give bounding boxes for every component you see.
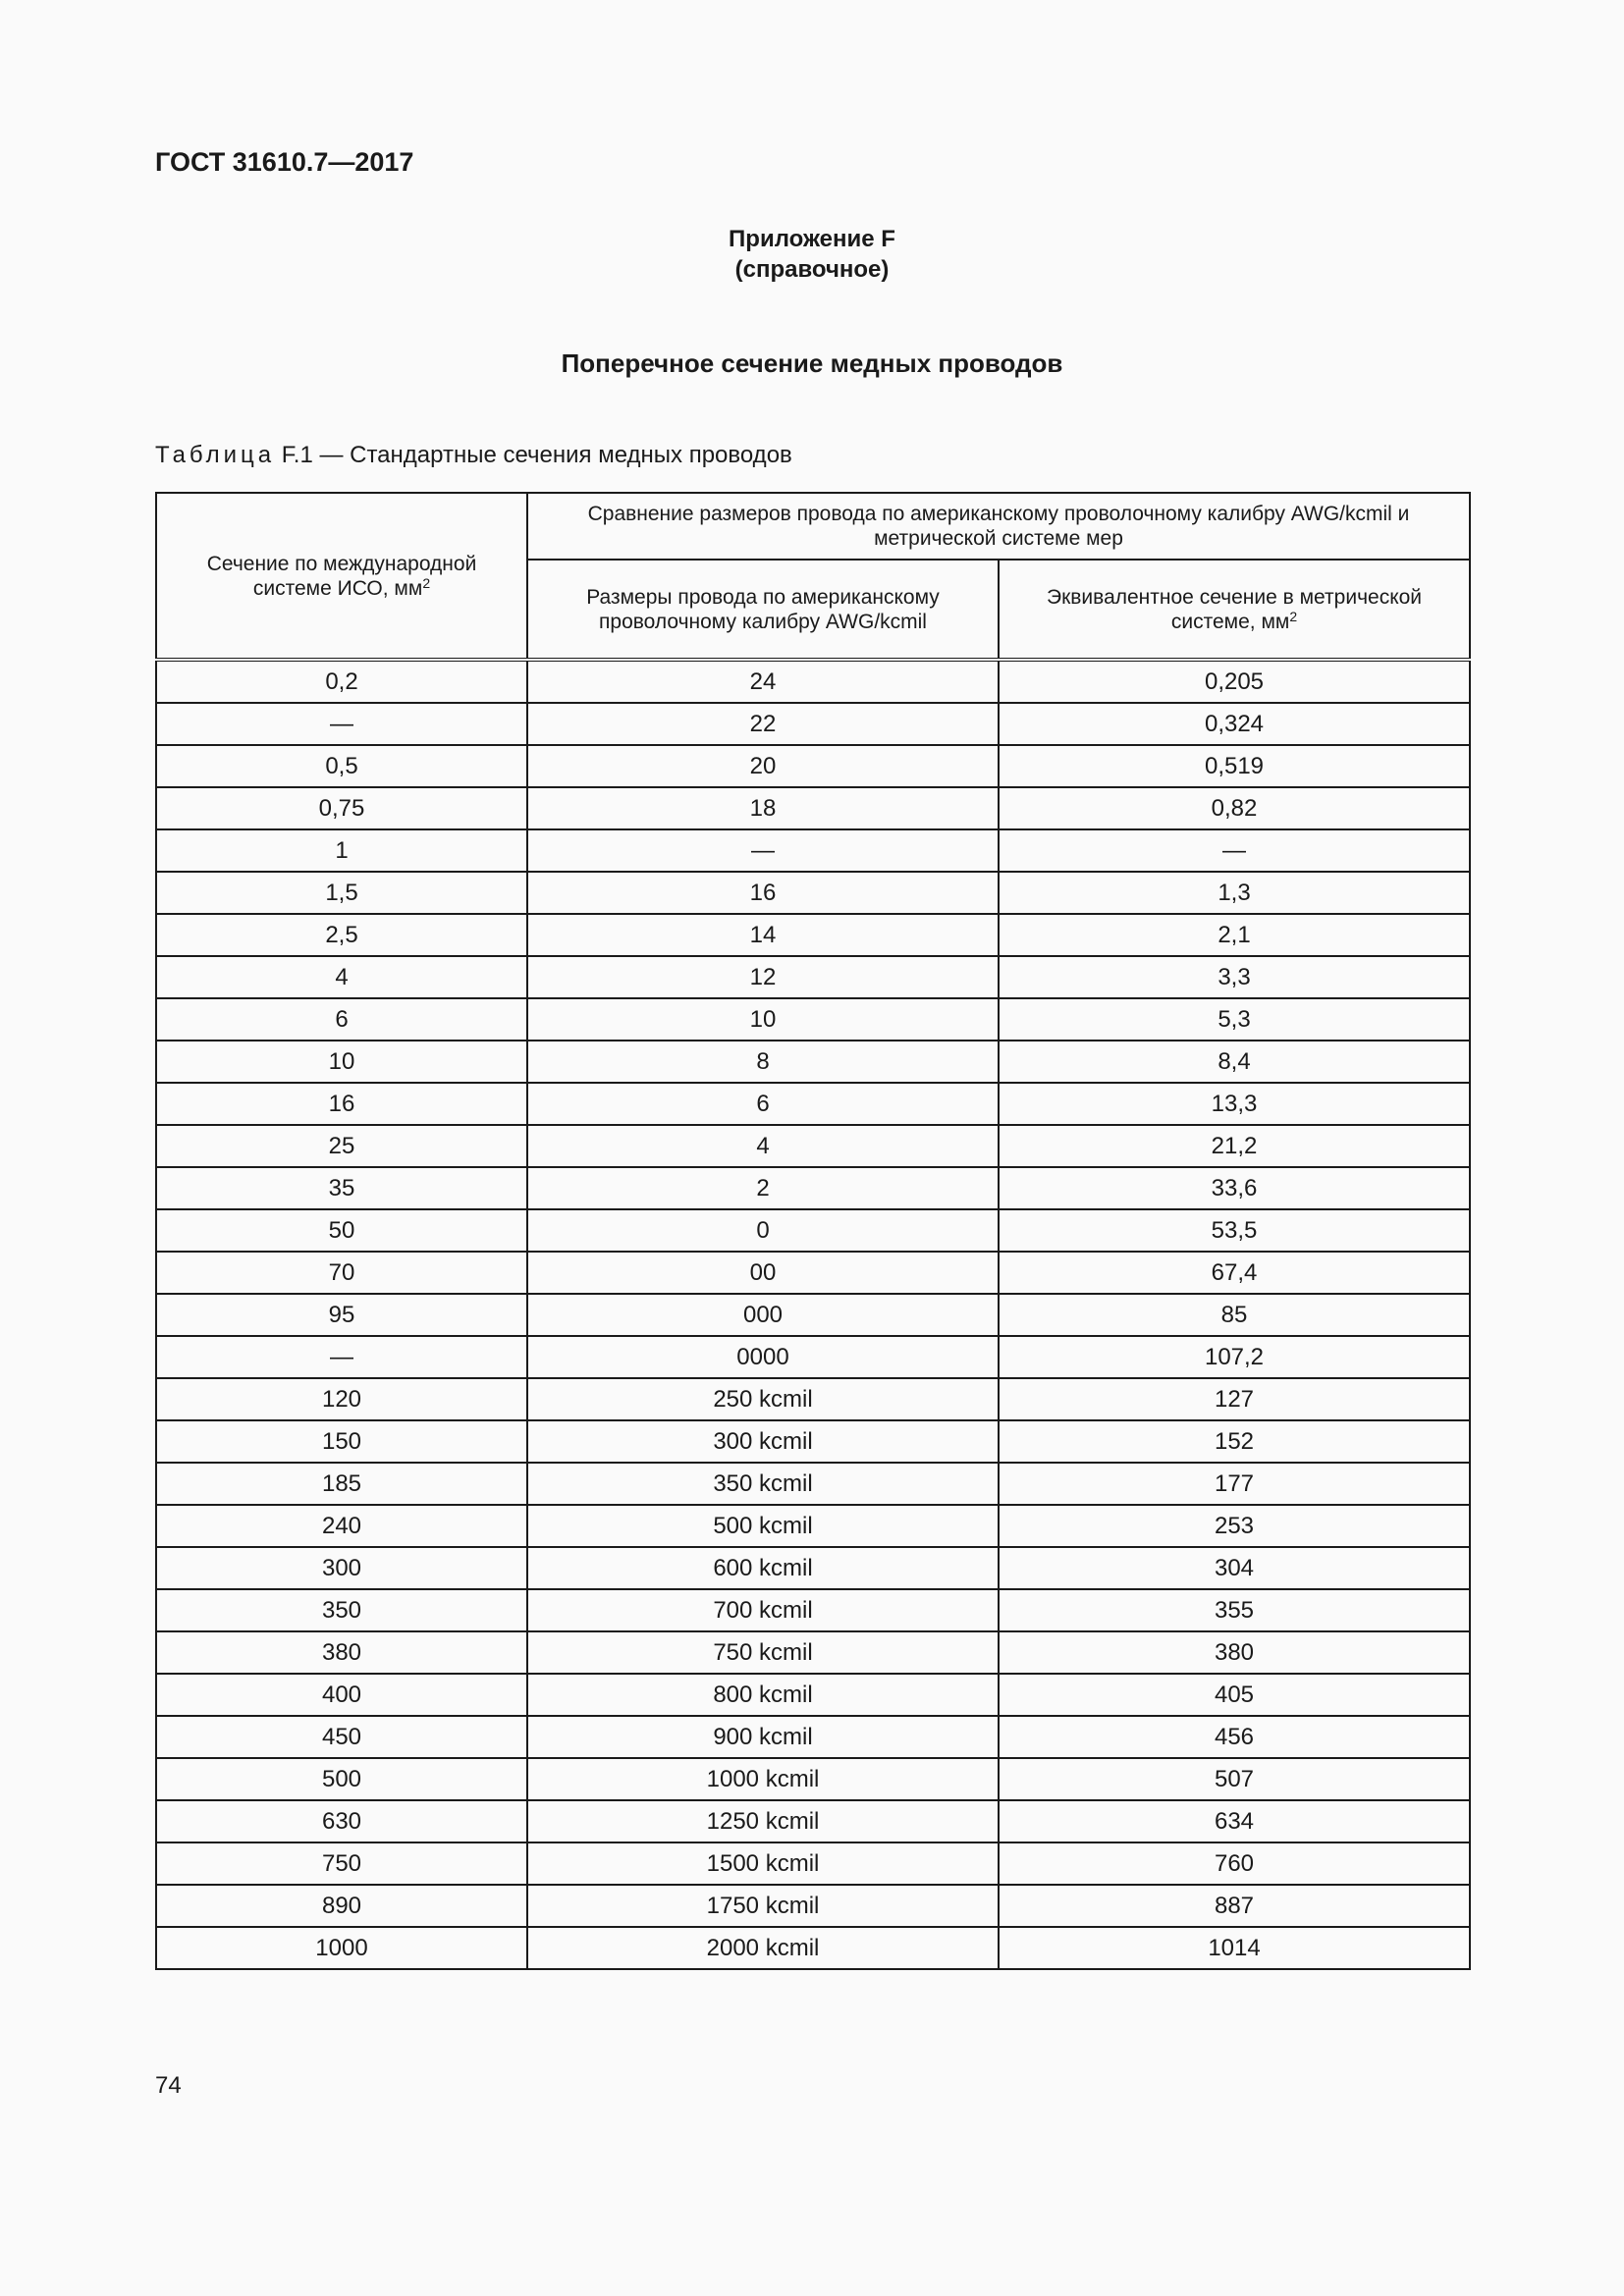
cell-metric-equivalent: 1,3	[999, 872, 1470, 914]
cell-awg-size: 1750 kcmil	[527, 1885, 999, 1927]
table-row	[156, 1885, 1470, 1927]
cell-iso-section: 120	[156, 1378, 527, 1420]
cell-metric-equivalent: 253	[999, 1505, 1470, 1547]
cell-metric-equivalent: 85	[999, 1294, 1470, 1336]
cell-iso-section: 2,5	[156, 914, 527, 956]
cell-iso-section: 25	[156, 1125, 527, 1167]
table-row	[156, 1420, 1470, 1463]
cell-awg-size: 000	[527, 1294, 999, 1336]
cell-metric-equivalent: 21,2	[999, 1125, 1470, 1167]
cell-metric-equivalent: 3,3	[999, 956, 1470, 998]
cell-metric-equivalent: 107,2	[999, 1336, 1470, 1378]
cell-awg-size: 750 kcmil	[527, 1631, 999, 1674]
table-row	[156, 998, 1470, 1041]
cell-iso-section: 95	[156, 1294, 527, 1336]
cell-iso-section: 500	[156, 1758, 527, 1800]
cell-iso-section: 630	[156, 1800, 527, 1842]
cell-awg-size: 20	[527, 745, 999, 787]
cell-metric-equivalent: 380	[999, 1631, 1470, 1674]
table-row	[156, 1252, 1470, 1294]
cell-awg-size: 1250 kcmil	[527, 1800, 999, 1842]
cell-awg-size: 16	[527, 872, 999, 914]
header-awg-size: Размеры провода по американскому проволочному калибру AWG/kcmil	[527, 560, 999, 660]
cell-awg-size: —	[527, 829, 999, 872]
cell-iso-section: 450	[156, 1716, 527, 1758]
table-row	[156, 1800, 1470, 1842]
annex-heading	[0, 224, 1624, 285]
cell-metric-equivalent: 1014	[999, 1927, 1470, 1969]
cell-metric-equivalent: 13,3	[999, 1083, 1470, 1125]
cell-awg-size: 1000 kcmil	[527, 1758, 999, 1800]
cell-iso-section: 1,5	[156, 872, 527, 914]
cell-iso-section: 70	[156, 1252, 527, 1294]
cell-iso-section: 10	[156, 1041, 527, 1083]
table-row	[156, 956, 1470, 998]
cell-awg-size: 2	[527, 1167, 999, 1209]
cell-iso-section: —	[156, 1336, 527, 1378]
table-row	[156, 1716, 1470, 1758]
table-caption-label: Таблица	[155, 442, 276, 468]
document-code: ГОСТ 31610.7—2017	[155, 147, 414, 177]
table-row	[156, 660, 1470, 703]
cell-awg-size: 24	[527, 660, 999, 703]
table-row	[156, 1631, 1470, 1674]
cell-awg-size: 350 kcmil	[527, 1463, 999, 1505]
table-row	[156, 1125, 1470, 1167]
cell-awg-size: 900 kcmil	[527, 1716, 999, 1758]
cell-iso-section: 350	[156, 1589, 527, 1631]
cell-iso-section: 0,75	[156, 787, 527, 829]
cell-metric-equivalent: 456	[999, 1716, 1470, 1758]
cell-metric-equivalent: 2,1	[999, 914, 1470, 956]
cell-iso-section: 0,5	[156, 745, 527, 787]
cell-awg-size: 12	[527, 956, 999, 998]
cell-metric-equivalent: 0,205	[999, 660, 1470, 703]
table-row	[156, 787, 1470, 829]
cell-metric-equivalent: 33,6	[999, 1167, 1470, 1209]
cell-iso-section: 300	[156, 1547, 527, 1589]
cell-awg-size: 4	[527, 1125, 999, 1167]
table-row	[156, 703, 1470, 745]
cell-iso-section: 185	[156, 1463, 527, 1505]
cell-metric-equivalent: 5,3	[999, 998, 1470, 1041]
cell-iso-section: 4	[156, 956, 527, 998]
cell-iso-section: 240	[156, 1505, 527, 1547]
copper-wire-table	[155, 492, 1471, 1970]
cell-iso-section: 890	[156, 1885, 527, 1927]
cell-awg-size: 00	[527, 1252, 999, 1294]
table-caption	[155, 442, 792, 469]
section-title: Поперечное сечение медных проводов	[561, 348, 1063, 378]
cell-metric-equivalent: 355	[999, 1589, 1470, 1631]
cell-metric-equivalent: 8,4	[999, 1041, 1470, 1083]
cell-metric-equivalent: 634	[999, 1800, 1470, 1842]
cell-iso-section: 1	[156, 829, 527, 872]
table-row	[156, 1209, 1470, 1252]
cell-iso-section: 16	[156, 1083, 527, 1125]
table-row	[156, 1336, 1470, 1378]
table-row	[156, 829, 1470, 872]
cell-metric-equivalent: 405	[999, 1674, 1470, 1716]
cell-metric-equivalent: 760	[999, 1842, 1470, 1885]
cell-awg-size: 1500 kcmil	[527, 1842, 999, 1885]
cell-metric-equivalent: 67,4	[999, 1252, 1470, 1294]
table-row	[156, 1505, 1470, 1547]
table-row	[156, 1547, 1470, 1589]
table-row	[156, 1927, 1470, 1969]
cell-awg-size: 300 kcmil	[527, 1420, 999, 1463]
cell-awg-size: 8	[527, 1041, 999, 1083]
cell-iso-section: 400	[156, 1674, 527, 1716]
table-row	[156, 914, 1470, 956]
cell-iso-section: 750	[156, 1842, 527, 1885]
table-row	[156, 1758, 1470, 1800]
cell-iso-section: 380	[156, 1631, 527, 1674]
cell-metric-equivalent: 507	[999, 1758, 1470, 1800]
table-caption-text: F.1 — Стандартные сечения медных проводов	[275, 442, 792, 468]
cell-awg-size: 700 kcmil	[527, 1589, 999, 1631]
cell-metric-equivalent: —	[999, 829, 1470, 872]
table-row	[156, 1294, 1470, 1336]
cell-awg-size: 0000	[527, 1336, 999, 1378]
cell-metric-equivalent: 53,5	[999, 1209, 1470, 1252]
cell-metric-equivalent: 0,519	[999, 745, 1470, 787]
cell-iso-section: 6	[156, 998, 527, 1041]
table-row	[156, 1463, 1470, 1505]
cell-metric-equivalent: 887	[999, 1885, 1470, 1927]
cell-metric-equivalent: 152	[999, 1420, 1470, 1463]
page-number: 74	[155, 2072, 182, 2099]
table-row	[156, 872, 1470, 914]
annex-title: Приложение F	[729, 226, 895, 252]
header-awg-comparison: Сравнение размеров провода по американскому проволочному калибру AWG/kcmil и метрической системе мер	[527, 493, 1470, 560]
cell-metric-equivalent: 177	[999, 1463, 1470, 1505]
cell-metric-equivalent: 0,324	[999, 703, 1470, 745]
cell-awg-size: 2000 kcmil	[527, 1927, 999, 1969]
annex-type: (справочное)	[734, 256, 890, 283]
table-row	[156, 1041, 1470, 1083]
cell-awg-size: 250 kcmil	[527, 1378, 999, 1420]
cell-awg-size: 18	[527, 787, 999, 829]
table-row	[156, 1083, 1470, 1125]
cell-awg-size: 800 kcmil	[527, 1674, 999, 1716]
cell-awg-size: 0	[527, 1209, 999, 1252]
cell-iso-section: —	[156, 703, 527, 745]
cell-awg-size: 6	[527, 1083, 999, 1125]
cell-iso-section: 35	[156, 1167, 527, 1209]
table-row	[156, 1378, 1470, 1420]
header-metric-equivalent: Эквивалентное сечение в метрической системе, $мм^2$	[999, 560, 1470, 660]
cell-awg-size: 10	[527, 998, 999, 1041]
cell-metric-equivalent: 127	[999, 1378, 1470, 1420]
cell-iso-section: 150	[156, 1420, 527, 1463]
cell-metric-equivalent: 304	[999, 1547, 1470, 1589]
table-row	[156, 1674, 1470, 1716]
cell-awg-size: 500 kcmil	[527, 1505, 999, 1547]
table-row	[156, 1589, 1470, 1631]
cell-iso-section: 50	[156, 1209, 527, 1252]
table-row	[156, 745, 1470, 787]
header-iso-section: Сечение по международной системе ИСО, $мм^2$	[156, 493, 527, 660]
table-row	[156, 1842, 1470, 1885]
cell-metric-equivalent: 0,82	[999, 787, 1470, 829]
cell-awg-size: 600 kcmil	[527, 1547, 999, 1589]
cell-awg-size: 22	[527, 703, 999, 745]
table-row	[156, 1167, 1470, 1209]
cell-iso-section: 1000	[156, 1927, 527, 1969]
cell-awg-size: 14	[527, 914, 999, 956]
table-body	[156, 660, 1470, 1969]
cell-iso-section: 0,2	[156, 660, 527, 703]
